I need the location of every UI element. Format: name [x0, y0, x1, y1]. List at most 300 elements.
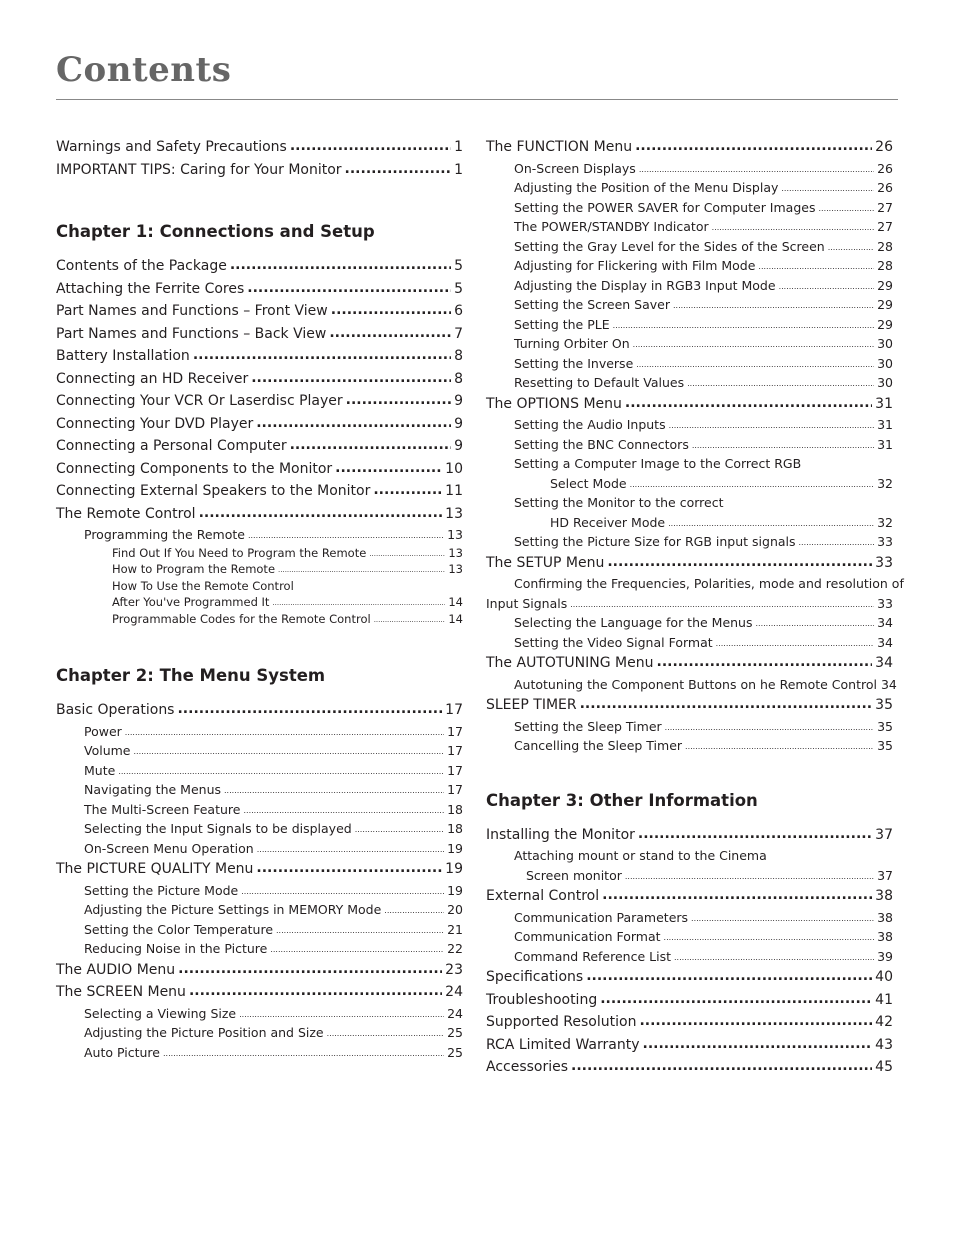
dot-leader [239, 1005, 444, 1025]
toc-entry[interactable] [486, 295, 893, 315]
toc-entry-label: How to Program the Remote [112, 562, 276, 576]
toc-entry[interactable] [486, 736, 893, 756]
dot-leader [607, 551, 872, 574]
toc-entry[interactable] [56, 594, 463, 611]
toc-entry[interactable] [486, 198, 893, 218]
toc-page-number: 26 [877, 160, 893, 176]
toc-page-number: 30 [877, 375, 893, 390]
toc-entry[interactable] [56, 780, 463, 800]
dot-leader [355, 820, 444, 840]
toc-page-number: 24 [447, 1005, 463, 1021]
toc-entry[interactable] [486, 1034, 893, 1057]
chapter-3-heading: Chapter 3: Other Information [486, 790, 758, 810]
toc-entry[interactable] [56, 981, 463, 1004]
toc-entry[interactable] [486, 256, 893, 276]
dot-leader [199, 502, 443, 525]
toc-entry[interactable] [486, 866, 893, 886]
toc-entry[interactable] [56, 435, 463, 458]
dot-leader [118, 762, 444, 782]
toc-page-number: 7 [454, 325, 463, 342]
dot-leader [756, 614, 875, 634]
toc-entry-label: RCA Limited Warranty [486, 1036, 640, 1053]
dot-leader [241, 882, 444, 902]
toc-entry-label: HD Receiver Mode [550, 514, 666, 530]
toc-entry[interactable] [56, 920, 463, 940]
toc-entry-label: Connecting External Speakers to the Monitor [56, 483, 371, 499]
toc-page-number: 19 [445, 861, 463, 877]
toc-entry[interactable] [56, 390, 463, 413]
toc-page-number: 31 [875, 395, 893, 412]
dot-leader [163, 1044, 444, 1064]
toc-entry-label: Setting the Gray Level for the Sides of the Screen [514, 238, 825, 254]
toc-entry-label: After You've Programmed It [112, 595, 270, 609]
toc-entry[interactable] [56, 278, 463, 301]
toc-entry-label: Screen monitor [526, 867, 622, 883]
toc-entry[interactable] [486, 532, 893, 552]
toc-entry-label: Setting the Video Signal Format [514, 634, 713, 650]
toc-entry-label: The OPTIONS Menu [486, 395, 622, 412]
toc-entry[interactable] [486, 824, 893, 847]
toc-entry-label: Autotuning the Component Buttons on he Remote Control [514, 676, 877, 692]
toc-entry[interactable] [486, 217, 893, 237]
toc-page-number: 34 [877, 634, 893, 650]
toc-page-number: 34 [880, 676, 897, 692]
toc-page-number: 31 [877, 436, 893, 452]
toc-entry-label: Setting the Audio Inputs [514, 417, 666, 432]
toc-entry[interactable] [56, 561, 463, 578]
toc-entry-label: Adjusting for Flickering with Film Mode [514, 258, 756, 273]
toc-entry-label: The FUNCTION Menu [486, 139, 633, 155]
toc-entry[interactable] [486, 552, 893, 575]
toc-page-number: 28 [877, 238, 893, 254]
toc-page-number: 1 [454, 161, 463, 178]
toc-entry-label: The AUTOTUNING Menu [486, 655, 654, 671]
toc-left-column [56, 136, 463, 1062]
toc-entry[interactable] [486, 885, 893, 908]
toc-entry-label: Installing the Monitor [486, 826, 635, 843]
setup-menu-list [486, 613, 893, 652]
toc-entry[interactable] [486, 1011, 893, 1034]
toc-entry[interactable] [56, 480, 463, 503]
dot-leader [243, 801, 444, 821]
toc-entry-label: Auto Picture [84, 1044, 160, 1060]
toc-right-column [486, 136, 904, 1079]
toc-page-number: 22 [447, 941, 463, 956]
toc-entry[interactable] [486, 354, 893, 374]
toc-entry[interactable] [56, 699, 463, 722]
picture-quality-list [56, 881, 463, 959]
dot-leader [613, 316, 874, 336]
toc-entry[interactable] [56, 368, 463, 391]
dot-leader [373, 479, 442, 502]
toc-page-number: 35 [877, 738, 893, 753]
toc-page-number: 8 [454, 348, 463, 364]
toc-page-number: 30 [877, 336, 893, 351]
toc-entry-label: Troubleshooting [486, 991, 598, 1008]
dot-leader [633, 335, 874, 355]
toc-entry-label: Communication Parameters [514, 909, 689, 925]
dot-leader [193, 344, 451, 367]
dot-leader [691, 909, 874, 929]
toc-entry-label: On-Screen Displays [514, 160, 636, 176]
toc-page-number: 34 [875, 655, 893, 671]
toc-page-number: 33 [877, 534, 893, 549]
dot-leader [251, 367, 451, 390]
toc-page-number: 27 [877, 219, 893, 234]
toc-entry-label: External Control [486, 888, 600, 904]
toc-entry[interactable] [56, 136, 463, 159]
toc-entry[interactable] [56, 858, 463, 881]
function-menu-list [486, 159, 893, 393]
dot-leader [374, 612, 446, 629]
toc-entry[interactable] [56, 959, 463, 982]
toc-entry-text: Setting the Monitor to the correct [514, 495, 724, 510]
toc-page-number: 27 [877, 199, 893, 215]
toc-entry-label: Setting the Picture Size for RGB input signals [514, 534, 796, 549]
toc-page-number: 17 [445, 702, 463, 718]
toc-entry[interactable] [486, 947, 893, 967]
dot-leader [638, 823, 872, 846]
toc-entry[interactable] [56, 1043, 463, 1063]
remote-subsections [56, 545, 463, 578]
toc-page-number: 24 [445, 984, 463, 1000]
toc-entry-label: The AUDIO Menu [56, 961, 176, 978]
dot-leader [224, 781, 444, 801]
dot-leader [331, 299, 451, 322]
toc-page-number: 21 [447, 921, 463, 937]
dot-leader [669, 416, 874, 436]
toc-entry-text: Confirming the Frequencies, Polarities, mode and resolution of [514, 576, 904, 591]
toc-entry[interactable] [56, 323, 463, 346]
toc-entry[interactable] [486, 513, 893, 533]
toc-entry[interactable] [486, 694, 893, 717]
toc-entry-label: Connecting Components to the Monitor [56, 460, 333, 477]
toc-entry-text: How To Use the Remote Control [112, 578, 294, 593]
toc-entry[interactable] [486, 415, 893, 435]
toc-page-number: 13 [448, 545, 463, 560]
toc-entry-label: The SCREEN Menu [56, 984, 186, 1000]
dot-leader [125, 723, 444, 743]
dot-leader [335, 457, 442, 480]
dot-leader [327, 1024, 444, 1044]
toc-entry-label: Attaching the Ferrite Cores [56, 280, 245, 297]
toc-entry-label: Input Signals [486, 595, 568, 611]
toc-entry[interactable] [56, 839, 463, 859]
toc-entry[interactable] [486, 334, 893, 354]
toc-entry-label: Power [84, 723, 122, 739]
dot-leader [685, 737, 874, 757]
toc-entry[interactable] [56, 611, 463, 628]
toc-entry[interactable] [486, 633, 893, 653]
toc-page-number: 6 [454, 303, 463, 319]
toc-entry[interactable] [56, 413, 463, 436]
dot-leader [256, 857, 442, 880]
toc-entry[interactable] [56, 159, 463, 182]
toc-page-number: 14 [448, 595, 463, 609]
dot-leader [625, 392, 872, 415]
toc-page-number: 28 [877, 258, 893, 273]
toc-intro-list [56, 136, 463, 181]
toc-page-number: 1 [454, 139, 463, 155]
toc-entry[interactable] [56, 1004, 463, 1024]
screen-menu-list [56, 1004, 463, 1063]
toc-page-number: 45 [875, 1059, 893, 1075]
toc-page-number: 26 [875, 139, 893, 155]
toc-page-number: 17 [447, 743, 463, 758]
dot-leader [384, 901, 444, 921]
toc-entry-label: SLEEP TIMER [486, 697, 577, 713]
toc-entry[interactable] [56, 722, 463, 742]
toc-entry[interactable] [486, 927, 893, 947]
dot-leader [177, 698, 442, 721]
dot-leader [818, 199, 874, 219]
toc-page-number: 13 [448, 562, 463, 576]
toc-entry[interactable] [56, 503, 463, 526]
toc-page-number: 41 [875, 991, 893, 1008]
toc-page-number: 33 [877, 595, 893, 611]
chapter-1-heading: Chapter 1: Connections and Setup [56, 222, 375, 241]
toc-page-number: 34 [877, 615, 893, 630]
toc-entry-label: Selecting a Viewing Size [84, 1005, 237, 1021]
toc-entry[interactable] [56, 1023, 463, 1043]
dot-leader [635, 135, 872, 158]
toc-entry[interactable] [486, 966, 893, 989]
dot-leader [630, 475, 875, 495]
toc-entry-label: Volume [84, 743, 131, 758]
toc-entry-label: Setting the Sleep Timer [514, 718, 662, 734]
toc-page-number: 18 [447, 801, 463, 817]
toc-entry-label: Setting the Screen Saver [514, 297, 670, 312]
toc-entry[interactable] [56, 545, 463, 562]
toc-entry[interactable] [486, 908, 893, 928]
page-title: Contents [56, 50, 232, 90]
toc-page-number: 14 [448, 611, 463, 626]
toc-page-number: 35 [877, 718, 893, 734]
basic-operations-list [56, 722, 463, 859]
toc-entry-label: Contents of the Package [56, 258, 227, 274]
dot-leader [692, 436, 874, 456]
toc-page-number: 18 [447, 821, 463, 836]
toc-page-number: 19 [447, 882, 463, 898]
toc-page-number: 17 [447, 782, 463, 797]
toc-entry-label: Connecting Your DVD Player [56, 415, 254, 432]
toc-entry[interactable] [486, 989, 893, 1012]
toc-entry-label: The POWER/STANDBY Indicator [514, 219, 709, 234]
toc-entry-label: Setting the POWER SAVER for Computer Images [514, 199, 816, 215]
chapter-2-heading: Chapter 2: The Menu System [56, 666, 326, 685]
toc-entry[interactable] [486, 435, 893, 455]
toc-entry-label: Supported Resolution [486, 1014, 637, 1030]
chapter-3-tail-list [486, 966, 893, 1079]
dot-leader [673, 296, 874, 316]
toc-entry[interactable] [486, 178, 893, 198]
dot-leader [256, 412, 451, 435]
chapter-1-list [56, 255, 463, 525]
toc-page-number: 11 [445, 483, 463, 499]
dot-leader [664, 928, 875, 948]
toc-entry-label: Setting the Inverse [514, 355, 634, 371]
dot-leader [369, 546, 445, 563]
toc-page-number: 9 [454, 393, 463, 409]
toc-entry-label: Warnings and Safety Precautions [56, 139, 287, 155]
toc-entry-label: Programming the Remote [84, 527, 245, 542]
toc-entry[interactable] [56, 458, 463, 481]
toc-page-number: 29 [877, 297, 893, 312]
dot-leader [329, 322, 451, 345]
toc-page-number: 10 [445, 460, 463, 477]
toc-entry-label: Communication Format [514, 929, 661, 944]
dot-leader [657, 651, 873, 674]
toc-entry-label: Programmable Codes for the Remote Control [112, 611, 371, 626]
dot-leader [247, 277, 451, 300]
toc-entry[interactable] [486, 237, 893, 257]
toc-page-number: 13 [445, 505, 463, 522]
title-rule [56, 99, 898, 100]
dot-leader [712, 218, 874, 238]
toc-entry[interactable] [486, 136, 893, 159]
dot-leader [276, 921, 444, 941]
toc-entry[interactable] [56, 819, 463, 839]
toc-entry-label: Setting the PLE [514, 316, 610, 332]
toc-entry-label: Reducing Noise in the Picture [84, 941, 268, 956]
toc-page-number: 9 [454, 438, 463, 454]
toc-page-number: 38 [877, 929, 893, 944]
dot-leader [278, 562, 445, 579]
dot-leader [272, 595, 445, 612]
toc-entry-label: Adjusting the Position of the Menu Display [514, 180, 779, 195]
toc-page-number: 37 [877, 867, 893, 883]
toc-entry-label: The PICTURE QUALITY Menu [56, 861, 254, 877]
toc-entry[interactable] [56, 255, 463, 278]
toc-entry[interactable] [56, 939, 463, 959]
toc-entry-label: The SETUP Menu [486, 554, 605, 571]
toc-page-number: 30 [877, 355, 893, 371]
toc-entry[interactable] [56, 900, 463, 920]
toc-entry[interactable] [486, 474, 893, 494]
toc-page-number: 25 [447, 1025, 463, 1040]
toc-entry[interactable] [486, 276, 893, 296]
toc-entry-label: Adjusting the Display in RGB3 Input Mode [514, 277, 776, 293]
toc-entry[interactable] [486, 315, 893, 335]
toc-page-number: 32 [877, 514, 893, 530]
toc-entry-label: Adjusting the Picture Position and Size [84, 1025, 324, 1040]
dot-leader [345, 158, 452, 181]
toc-entry-label: Mute [84, 762, 116, 778]
toc-page-number: 8 [454, 370, 463, 387]
toc-entry[interactable] [56, 345, 463, 368]
toc-page-number: 29 [877, 316, 893, 332]
toc-page-number: 37 [875, 826, 893, 843]
toc-page-number: 23 [445, 961, 463, 978]
dot-leader [758, 257, 874, 277]
dot-leader [665, 718, 874, 738]
toc-entry-label: The Remote Control [56, 505, 196, 522]
toc-entry[interactable] [486, 1056, 893, 1079]
toc-entry[interactable] [56, 800, 463, 820]
toc-page-number: 42 [875, 1014, 893, 1030]
toc-entry[interactable] [56, 525, 463, 545]
dot-leader [602, 884, 872, 907]
dot-leader [189, 980, 442, 1003]
sleep-timer-list [486, 717, 893, 756]
toc-entry-text: Setting a Computer Image to the Correct RGB [514, 456, 802, 471]
toc-entry[interactable] [486, 393, 893, 416]
toc-entry[interactable] [486, 373, 893, 393]
toc-entry-label: Connecting a Personal Computer [56, 438, 287, 454]
toc-entry[interactable] [56, 741, 463, 761]
toc-entry-label: Basic Operations [56, 702, 175, 718]
toc-entry-label: Navigating the Menus [84, 782, 221, 797]
toc-entry[interactable] [56, 761, 463, 781]
toc-entry-label: On-Screen Menu Operation [84, 840, 254, 856]
toc-entry[interactable] [486, 717, 893, 737]
dot-leader [248, 526, 444, 546]
toc-entry-label: IMPORTANT TIPS: Caring for Your Monitor [56, 161, 342, 178]
toc-page-number: 32 [877, 475, 893, 491]
toc-page-number: 43 [875, 1036, 893, 1053]
dot-leader [668, 514, 874, 534]
options-menu-list [486, 415, 893, 454]
toc-entry-label: Selecting the Language for the Menus [514, 615, 753, 630]
toc-entry[interactable] [56, 881, 463, 901]
toc-entry-label: Accessories [486, 1059, 569, 1075]
toc-entry-label: Setting the Color Temperature [84, 921, 274, 937]
toc-entry[interactable] [486, 652, 893, 675]
toc-page-number: 5 [454, 280, 463, 297]
dot-leader [230, 254, 451, 277]
external-control-list [486, 908, 893, 967]
toc-entry[interactable] [486, 675, 897, 695]
dot-leader [600, 988, 872, 1011]
toc-page-number: 38 [875, 888, 893, 904]
dot-leader [781, 179, 874, 199]
dot-leader [779, 277, 875, 297]
dot-leader [134, 742, 445, 762]
toc-entry-label: Setting the Picture Mode [84, 882, 239, 898]
toc-page-number: 19 [447, 840, 463, 856]
toc-entry-label: Select Mode [550, 475, 627, 491]
toc-entry[interactable] [56, 300, 463, 323]
toc-entry[interactable] [486, 594, 893, 614]
toc-page-number: 31 [877, 417, 893, 432]
toc-page-number: 17 [447, 723, 463, 739]
toc-page-number: 17 [447, 762, 463, 778]
toc-page-number: 5 [454, 258, 463, 274]
dot-leader [828, 238, 874, 258]
toc-entry-label: Turning Orbiter On [514, 336, 630, 351]
toc-entry-label: Resetting to Default Values [514, 375, 685, 390]
toc-entry[interactable] [486, 159, 893, 179]
toc-entry-label: Part Names and Functions – Back View [56, 325, 327, 342]
dot-leader [643, 1033, 873, 1056]
toc-page-number: 33 [875, 554, 893, 571]
toc-entry[interactable] [486, 613, 893, 633]
toc-entry-label: Setting the BNC Connectors [514, 436, 689, 452]
toc-page-number: 39 [877, 948, 893, 964]
toc-entry-label: The Multi-Screen Feature [84, 801, 241, 817]
dot-leader [639, 160, 874, 180]
toc-entry-text: Attaching mount or stand to the Cinema [514, 848, 767, 863]
dot-leader [571, 1055, 872, 1078]
toc-entry-label: Connecting an HD Receiver [56, 370, 249, 387]
toc-page-number: 20 [447, 902, 463, 917]
toc-page-number: 29 [877, 277, 893, 293]
toc-page-number: 9 [454, 415, 463, 432]
toc-entry-label: Selecting the Input Signals to be displayed [84, 821, 352, 836]
toc-entry-label: Connecting Your VCR Or Laserdisc Player [56, 393, 343, 409]
toc-page-number: 26 [877, 180, 893, 195]
dot-leader [639, 1010, 872, 1033]
